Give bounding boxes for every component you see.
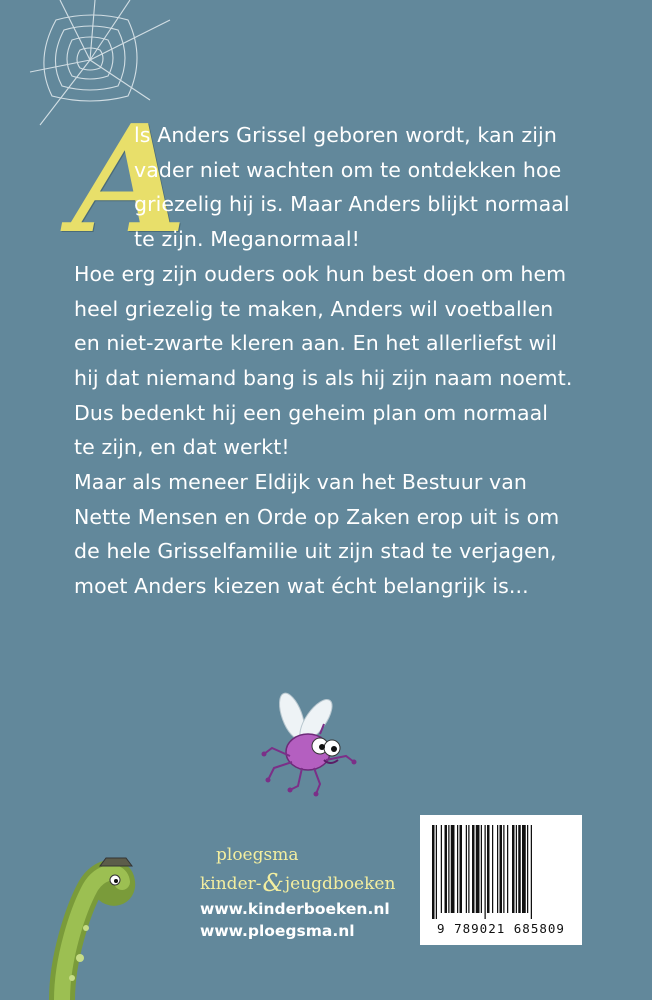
barcode-bar (468, 825, 469, 913)
blurb-paragraph-1 (72, 92, 574, 266)
blurb-paragraph-2: Hoe erg zijn ouders ook hun best doen om hem heel griezelig te maken, Anders wil voetballen en niet-zwarte kleren aan. En het allerliefst wil hij dat niemand bang is als hij zijn naam noemt. Dus bedenkt hij een geheim plan om normaal te zijn, en dat werkt! (74, 261, 573, 460)
blurb (72, 92, 574, 604)
barcode-bar (441, 825, 442, 913)
barcode-bar (487, 825, 490, 913)
imprint-part-2: jeugdboeken (284, 874, 396, 894)
publisher-imprint (200, 867, 395, 895)
barcode-bar (527, 825, 528, 913)
imprint-ampersand: & (262, 869, 284, 897)
barcode-bar (492, 825, 493, 913)
barcode-bar (500, 825, 503, 913)
barcode-bar (503, 825, 504, 913)
barcode-bar (531, 825, 532, 919)
barcode-bar (445, 825, 448, 913)
barcode-bar (448, 825, 449, 913)
barcode-bar (522, 825, 526, 913)
barcode-bar (466, 825, 467, 913)
barcode-bar (507, 825, 508, 913)
blurb-paragraph-1-text: ls Anders Grissel geboren wordt, kan zijn vader niet wachten om te ontdekken hoe griezelig hij is. Maar Anders blijkt normaal te zijn. Meganormaal! (134, 123, 570, 252)
blurb-paragraph-3: Maar als meneer Eldijk van het Bestuur van Nette Mensen en Orde op Zaken erop uit is om de hele Grisselfamilie uit zijn stad te verjagen, moet Anders kiezen wat écht belangrijk is... (74, 470, 560, 599)
barcode-bar (472, 825, 475, 913)
barcode-bar (436, 825, 437, 919)
barcode-bar (460, 825, 463, 913)
barcode-bar (512, 825, 515, 913)
barcode-bars (432, 825, 570, 919)
barcode-bar (476, 825, 480, 913)
imprint-part-1: kinder- (200, 874, 262, 894)
publisher-name: ploegsma (216, 845, 299, 865)
isbn-number: 9 789021 685809 (437, 921, 565, 936)
barcode-bar (497, 825, 498, 913)
url-ploegsma: www.ploegsma.nl (200, 922, 355, 940)
fly-icon (250, 690, 370, 810)
barcode-bar (432, 825, 435, 919)
url-kinderboeken: www.kinderboeken.nl (200, 900, 390, 918)
barcode-bar (451, 825, 455, 913)
worm-icon (0, 848, 170, 1000)
barcode (420, 815, 582, 945)
barcode-bar (457, 825, 458, 913)
barcode-bar (516, 825, 517, 913)
barcode-bar (518, 825, 521, 913)
publisher-urls (200, 898, 390, 942)
barcode-bar (481, 825, 482, 913)
drop-cap: A (72, 92, 187, 266)
barcode-bar (485, 825, 486, 919)
